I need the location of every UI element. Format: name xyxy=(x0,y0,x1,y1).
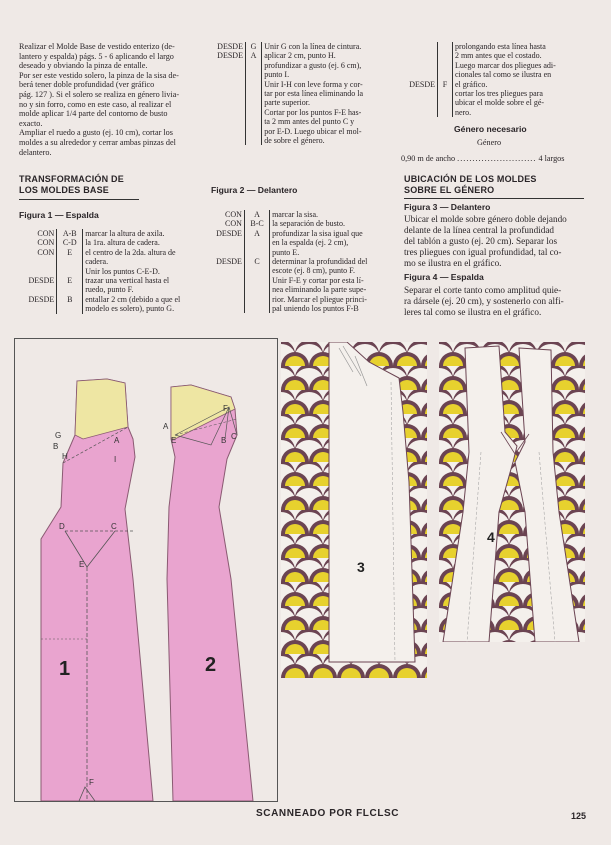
step-point: B xyxy=(57,295,83,304)
fig2-front-pattern xyxy=(167,385,253,801)
step-row xyxy=(19,238,207,247)
step-row xyxy=(207,285,393,294)
col2-steps-table xyxy=(207,42,393,145)
fig1-point-A: A xyxy=(114,436,120,445)
step-point: A-B xyxy=(57,229,83,238)
step-text: nero. xyxy=(454,107,472,117)
step-point xyxy=(245,108,261,117)
step-keyword: DESDE xyxy=(217,51,243,61)
step-text: Unir los puntos C-E-D. xyxy=(85,266,160,276)
col3-steps-table xyxy=(398,42,590,117)
step-text: trazar una vertical hasta el xyxy=(85,276,170,286)
step-row xyxy=(207,229,393,238)
step-point xyxy=(438,42,453,51)
step-row xyxy=(207,304,393,313)
genero-qty: 4 largos xyxy=(538,154,565,163)
fig2-title: Figura 2 — Delantero xyxy=(211,185,298,195)
step-point: C-D xyxy=(57,238,83,247)
step-keyword: DESDE xyxy=(409,79,436,89)
fig1-number: 1 xyxy=(59,658,71,680)
step-text: entallar 2 cm (debido a que el xyxy=(85,294,181,304)
fabric-scallop-pattern xyxy=(439,342,585,642)
intro-line: exacto. xyxy=(19,118,43,128)
step-row xyxy=(207,210,393,219)
step-text: Unir I-H con leve forma y cor- xyxy=(264,79,363,89)
step-text: la 1ra. altura de cadera. xyxy=(85,238,160,248)
step-row xyxy=(398,70,590,79)
fig4-text-line: ra dársele (ej. 20 cm), y sostenerlo con alfi- xyxy=(404,296,564,306)
step-row xyxy=(398,51,590,60)
fig2-point-F: F xyxy=(223,404,228,413)
fig1-point-F: F xyxy=(89,778,94,787)
fig1-point-E: E xyxy=(79,560,85,569)
step-point xyxy=(438,89,453,98)
step-row xyxy=(398,42,590,51)
step-keyword xyxy=(398,89,438,98)
section-title-line: UBICACIÓN DE LOS MOLDES xyxy=(404,174,537,184)
step-text: 2 mm antes que el costado. xyxy=(454,51,542,61)
step-keyword xyxy=(207,238,244,247)
step-text: cortar los tres pliegues para xyxy=(454,89,543,99)
step-row xyxy=(207,257,393,266)
step-row xyxy=(207,98,393,107)
genero-row xyxy=(401,154,579,164)
intro-line: berá tener doble profundidad (ver gráfico xyxy=(19,80,155,90)
step-text: profundizar a gusto (ej. 6 cm), xyxy=(264,60,362,70)
fabric-figure-3 xyxy=(281,342,427,678)
fig1-point-B: B xyxy=(53,442,59,451)
divider xyxy=(404,198,584,199)
genero-title: Género necesario xyxy=(454,124,527,134)
step-keyword xyxy=(207,98,245,107)
step-point xyxy=(245,61,261,70)
step-row xyxy=(207,219,393,228)
step-keyword xyxy=(207,285,244,294)
fig2-steps-table xyxy=(207,210,393,313)
fig1-point-H: H xyxy=(62,452,68,461)
step-text: ubicar el molde sobre el gé- xyxy=(454,98,545,108)
intro-line: Ampliar el ruedo a gusto (ej. 10 cm), cortar los xyxy=(19,128,173,138)
step-row xyxy=(19,304,207,313)
pattern-drawing xyxy=(15,339,277,801)
step-row xyxy=(19,229,207,238)
intro-paragraph xyxy=(19,42,205,157)
step-text: tar por esta línea eliminando la xyxy=(264,89,364,99)
fig3-text-line: Ubicar el molde sobre género doble dejando xyxy=(404,214,567,224)
intro-line: delantero. xyxy=(19,147,52,157)
step-point xyxy=(438,98,453,107)
step-keyword xyxy=(207,304,244,313)
intro-line: moldes a su alrededor y cerrar ambas pinzas del xyxy=(19,137,176,147)
step-keyword xyxy=(207,248,244,257)
genero-value: 0,90 m de ancho xyxy=(401,154,456,163)
step-row xyxy=(207,70,393,79)
step-point xyxy=(57,257,83,266)
step-point xyxy=(57,304,83,313)
fig3-text xyxy=(404,214,586,269)
step-row xyxy=(207,276,393,285)
fig4-text-line: leres tal como se ilustra en el gráfico. xyxy=(404,307,542,317)
pattern-figure-frame xyxy=(14,338,278,802)
fig1-point-G: G xyxy=(55,431,62,440)
step-keyword xyxy=(207,61,245,70)
step-row xyxy=(207,127,393,136)
step-text: prolongando esta línea hasta xyxy=(454,42,546,51)
step-text: aplicar 2 cm, punto H. xyxy=(264,51,336,61)
intro-line: no y sin forro, como en este caso, al realizar el xyxy=(19,99,172,109)
step-keyword: DESDE xyxy=(28,294,55,304)
step-keyword: CON xyxy=(37,229,55,238)
step-point: G xyxy=(245,42,261,51)
fig3-text-line: del tablón a gusto (ej. 20 cm). Separar los xyxy=(404,236,558,246)
step-text: cionales tal como se ilustra en xyxy=(454,70,552,80)
step-point xyxy=(244,266,269,275)
step-point xyxy=(244,295,269,304)
fig3-title: Figura 3 — Delantero xyxy=(404,202,491,212)
step-text: punto I. xyxy=(264,70,290,80)
step-point xyxy=(245,89,261,98)
step-text: Unir F-E y cortar por esta lí- xyxy=(272,275,364,285)
step-text: el gráfico. xyxy=(454,79,488,89)
genero-label: Género xyxy=(477,138,502,147)
step-keyword: CON xyxy=(37,238,55,248)
step-point xyxy=(245,136,261,145)
section-title-line: LOS MOLDES BASE xyxy=(19,184,110,195)
step-row xyxy=(19,276,207,285)
fig2-point-A: A xyxy=(163,422,169,431)
step-text: parte superior. xyxy=(264,98,310,108)
step-row xyxy=(398,61,590,70)
page-number: 125 xyxy=(571,811,587,821)
step-point: A xyxy=(244,229,269,238)
step-point xyxy=(438,51,453,60)
step-text: rior. Marcar el pliegue princi- xyxy=(272,294,367,304)
intro-line: Realizar el Molde Base de vestido enterizo (de- xyxy=(19,42,175,51)
fig2-point-C: C xyxy=(231,432,237,441)
step-keyword xyxy=(207,136,245,145)
step-text: nea eliminando la parte supe- xyxy=(272,285,367,295)
step-row xyxy=(207,136,393,145)
fig4-title: Figura 4 — Espalda xyxy=(404,272,484,282)
step-point: B-C xyxy=(244,219,269,228)
step-text: profundizar la sisa igual que xyxy=(272,228,363,238)
step-keyword xyxy=(207,89,245,98)
step-text: Cortar por los puntos F-E has- xyxy=(264,107,362,117)
step-point xyxy=(244,248,269,257)
step-row xyxy=(19,257,207,266)
step-point: A xyxy=(244,210,269,219)
step-keyword xyxy=(398,108,438,117)
fig3-text-line: tres pliegues con igual profundidad, tal co- xyxy=(404,247,562,257)
intro-line: molde aplicar 1/4 parte del contorno de busto xyxy=(19,109,168,119)
step-keyword: DESDE xyxy=(216,257,242,267)
step-text: determinar la profundidad del xyxy=(272,257,368,267)
step-row xyxy=(207,117,393,126)
step-point xyxy=(438,108,453,117)
step-row xyxy=(207,89,393,98)
fig1-steps-table xyxy=(19,229,207,314)
step-keyword: DESDE xyxy=(28,276,55,286)
fig1-point-C: C xyxy=(111,522,117,531)
step-text: Luego marcar dos pliegues adi- xyxy=(454,60,556,70)
fig1-point-D: D xyxy=(59,522,65,531)
fig3-text-line: delante de la línea central la profundidad xyxy=(404,225,554,235)
section-title-line: SOBRE EL GÉNERO xyxy=(404,184,495,195)
fig2-number: 2 xyxy=(205,654,217,676)
step-row xyxy=(19,295,207,304)
step-keyword: CON xyxy=(225,219,242,229)
step-keyword xyxy=(398,61,438,70)
step-keyword xyxy=(207,266,244,275)
step-point xyxy=(244,304,269,313)
step-keyword xyxy=(398,70,438,79)
step-keyword xyxy=(207,295,244,304)
step-text: Unir G con la línea de cintura. xyxy=(264,42,362,51)
step-keyword: CON xyxy=(37,247,55,257)
step-point xyxy=(57,285,83,294)
step-row xyxy=(207,238,393,247)
step-point xyxy=(244,238,269,247)
step-text: en la espalda (ej. 2 cm), xyxy=(272,238,349,248)
step-text: ruedo, punto F. xyxy=(85,285,134,295)
step-point xyxy=(244,285,269,294)
step-text: marcar la altura de axila. xyxy=(85,229,165,238)
step-keyword xyxy=(207,127,245,136)
fig3-number: 3 xyxy=(357,559,365,575)
section-title-line: TRANSFORMACIÓN DE xyxy=(19,174,124,184)
section-title-ubicacion xyxy=(404,174,537,195)
step-point xyxy=(245,127,261,136)
step-text: por E-D. Luego ubicar el mol- xyxy=(264,126,362,136)
step-text: escote (ej. 8 cm), punto F. xyxy=(272,266,355,276)
step-point: E xyxy=(57,276,83,285)
step-keyword xyxy=(19,257,57,266)
step-row xyxy=(19,267,207,276)
dot-leader: .......................... xyxy=(457,154,537,163)
step-keyword: DESDE xyxy=(216,228,242,238)
fig1-point-I: I xyxy=(114,455,117,464)
step-point xyxy=(245,117,261,126)
step-row xyxy=(398,80,590,89)
fig4-text xyxy=(404,285,586,318)
step-row xyxy=(207,295,393,304)
step-point xyxy=(245,80,261,89)
step-row xyxy=(398,108,590,117)
fig4-number: 4 xyxy=(487,529,495,545)
fabric-scallop-pattern xyxy=(281,342,427,678)
fig1-title: Figura 1 — Espalda xyxy=(19,210,99,220)
fabric-figure-4 xyxy=(439,342,585,642)
step-point xyxy=(438,61,453,70)
step-row xyxy=(207,108,393,117)
step-keyword xyxy=(207,108,245,117)
step-row xyxy=(398,89,590,98)
step-row xyxy=(19,285,207,294)
step-text: modelo es solero), punto G. xyxy=(85,304,175,314)
step-text: punto E. xyxy=(272,247,300,257)
step-row xyxy=(207,248,393,257)
step-row xyxy=(207,51,393,60)
step-row xyxy=(207,80,393,89)
intro-line: lantero y espalda) págs. 5 - 6 aplicando el largo xyxy=(19,51,174,61)
step-text: el centro de la 2da. altura de xyxy=(85,247,176,257)
step-keyword xyxy=(207,276,244,285)
step-keyword xyxy=(19,267,57,276)
fig4-text-line: Separar el corte tanto como amplitud quie- xyxy=(404,285,562,295)
section-title-transformacion xyxy=(19,174,124,195)
step-point xyxy=(57,267,83,276)
step-row xyxy=(207,266,393,275)
step-point: A xyxy=(245,51,261,60)
step-keyword xyxy=(207,80,245,89)
step-point: F xyxy=(438,80,453,89)
scan-credit: SCANNEADO POR FLCLSC xyxy=(256,808,400,819)
step-text: cadera. xyxy=(85,257,109,267)
intro-line: pág. 127 ). Si el solero se realiza en género livia- xyxy=(19,89,180,99)
step-keyword xyxy=(398,42,438,51)
step-keyword xyxy=(207,70,245,79)
step-keyword xyxy=(19,304,57,313)
step-keyword xyxy=(398,51,438,60)
step-keyword: DESDE xyxy=(217,42,243,51)
step-point xyxy=(244,276,269,285)
step-point xyxy=(245,98,261,107)
step-text: pal uniendo los puntos F-B xyxy=(272,304,359,314)
step-point: C xyxy=(244,257,269,266)
step-keyword xyxy=(19,285,57,294)
step-point xyxy=(438,70,453,79)
divider xyxy=(19,199,139,200)
step-keyword xyxy=(398,98,438,107)
step-keyword xyxy=(207,117,245,126)
step-row xyxy=(207,42,393,51)
step-point: E xyxy=(57,248,83,257)
fig2-point-B: B xyxy=(221,436,227,445)
step-row xyxy=(19,248,207,257)
intro-line: deseado y obviando la pinza de entalle. xyxy=(19,61,148,71)
step-row xyxy=(398,98,590,107)
step-text: la separación de busto. xyxy=(272,219,345,229)
step-point xyxy=(245,70,261,79)
step-keyword: CON xyxy=(225,210,242,219)
fig2-point-E: E xyxy=(171,436,177,445)
step-text: marcar la sisa. xyxy=(272,210,319,219)
intro-line: Por ser este vestido solero, la pinza de la sisa de- xyxy=(19,70,179,80)
step-row xyxy=(207,61,393,70)
fig3-text-line: mo se ilustra en el gráfico. xyxy=(404,258,502,268)
step-text: de sobre el género. xyxy=(264,136,325,146)
step-text: ta 2 mm antes del punto C y xyxy=(264,117,355,127)
